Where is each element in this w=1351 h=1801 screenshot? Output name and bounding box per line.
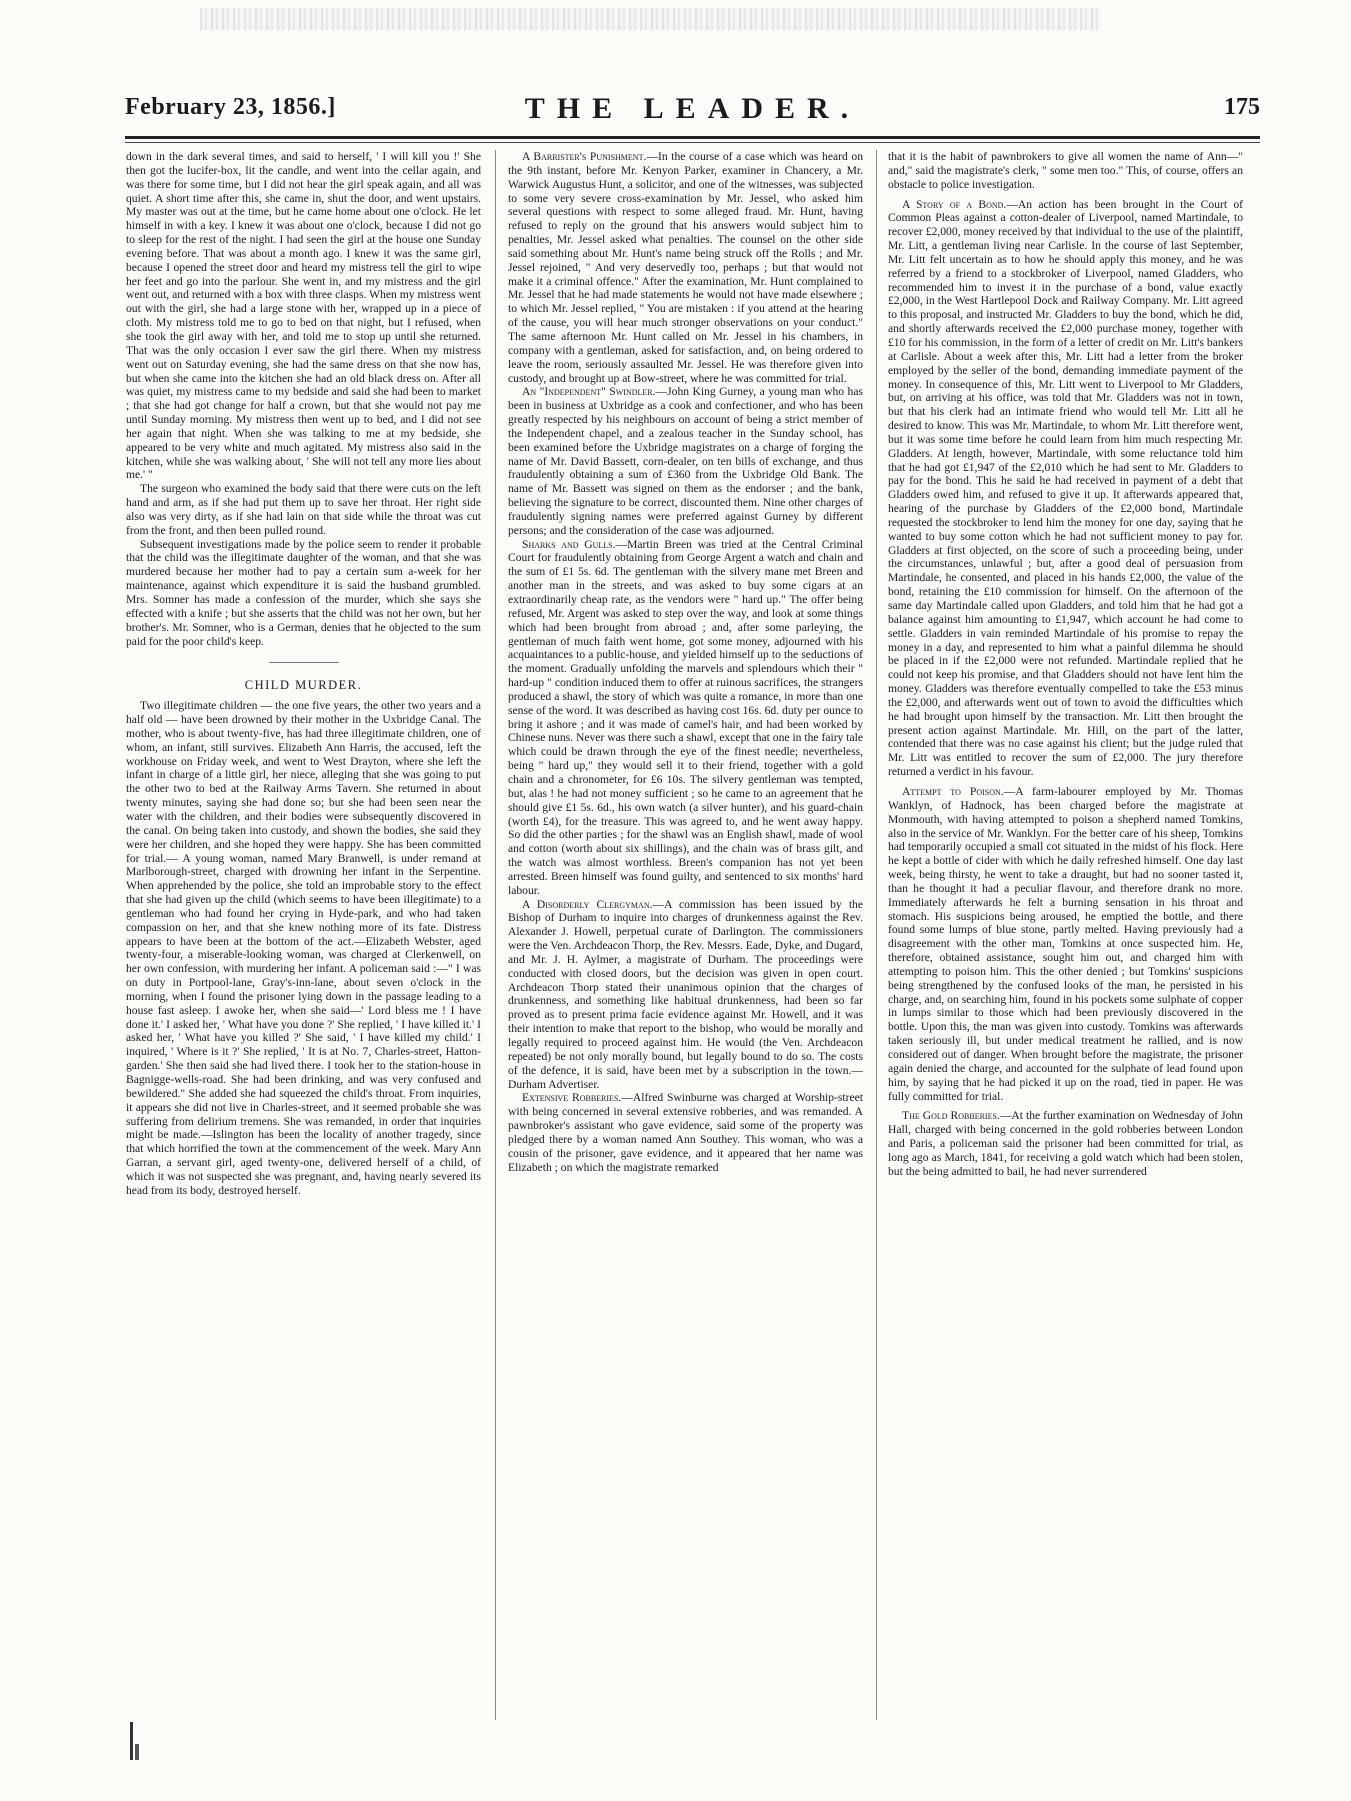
page-number: 175 (1224, 94, 1260, 120)
heading-rule (269, 662, 339, 663)
issue-date: February 23, 1856.] (125, 94, 336, 120)
article-paragraph (508, 898, 863, 1092)
article-paragraph: Two illegitimate children — the one five years, the other two years and a half old — have been drowned by their mother in the Uxbridge Canal. The mother, who is about twenty-five, has had three illegitimate children, one of whom, an infant, still survives. Elizabeth Ann Harris, the accused, left the workhouse on Friday week, and went to West Drayton, where she left the infant in charge of a little girl, her niece, alleging that she was going to put the other two to bed at the Railway Arms Tavern. She returned in about twenty minutes, saying she had done so; but she had been seen near the water with the children, and their bodies were subsequently discovered in the canal. On being taken into custody, and shown the bodies, she said they were her children, and she hoped they were happy. She has been committed for trial.— A young woman, named Mary Branwell, is under remand at Marlborough-street, charged with drowning her infant in the Serpentine. When apprehended by the police, she told an improbable story to the effect that she had given up the child (which seems to have been illegitimate) to a gentleman who had found her crying in Hyde-park, and who had taken compassion on her, and that she knew nothing more of its fate. Distress appears to have been at the bottom of the act.—Elizabeth Webster, aged twenty-four, a miserable-looking woman, was charged at Clerkenwell, on her own confession, with murdering her infant. A policeman said :—" I was on duty in Portpool-lane, Gray's-inn-lane, about seven o'clock in the morning, when I found the prisoner lying down in the passage leading to a house fast asleep. I awoke her, when she said—' Lord bless me ! I have done it.' I asked her, ' What have you done ?' She replied, ' I have killed it.' I asked her, ' What have you killed ?' She said, ' I have killed my child.' I inquired, ' Where is it ?' She replied, ' It is at No. 7, Charles-street, Hatton-garden.' She then said she had lived there. I took her to the station-house in Bagnigge-wells-road. She had been drinking, and was very confused and bewildered." She added she had squeezed the child's throat. From inquiries, it appears she did not live in Charles-street, and it seemed probable she was suffering from delirium tremens. She was remanded, in order that inquiries might be made.—Islington has been the locality of another tragedy, since that which horrified the town at the commencement of the week. Mary Ann Garran, a servant girl, aged twenty-one, delivered herself of a child, of which it was not suspected she was pregnant, and, having nearly severed its head from its body, destroyed herself. (126, 699, 481, 1197)
article-paragraph (508, 385, 863, 537)
article-paragraph (508, 150, 863, 385)
article-lead: A Barrister's Punishment. (522, 150, 647, 163)
article-paragraph: that it is the habit of pawnbrokers to give all women the name of Ann—" and," said the magistrate's clerk, " some men too." This, of course, offers an obstacle to police investigation. (888, 150, 1243, 191)
article-lead: Extensive Robberies. (522, 1091, 622, 1105)
article-lead: A Story of a Bond. (902, 197, 1007, 211)
article-lead: An "Independent" Swindler. (522, 385, 656, 399)
article-body: —An action has been brought in the Court of Common Pleas against a cotton-dealer of Liverpool, named Martindale, to recover £2,000, money received by that individual to the use of the plaintiff, Mr. Litt, a gentleman living near Carlisle. In the course of last September, Mr. Litt felt uncertain as to how he should apply this money, and he was referred by a friend to a stockbroker of Liverpool, named Gladders, who recommended him to invest it in the purchase of a bond, value exactly £2,000, in the West Hartlepool Dock and Railway Company. Mr. Litt agreed to this proposal, and instructed Mr. Gladders to buy the bond, which he did, and shortly afterwards received the £2,000 purchase money, together with £10 for his commission, in the form of a letter of credit on Mr. Litt's bankers at Carlisle. About a week after this, Mr. Litt had a letter from the broker employed by the seller of the bond, demanding immediate payment of the money. In consequence of this, Mr. Litt went to Liverpool to Mr Gladders, but, on arriving at his office, was told that Mr. Gladders was not in town, but that his clerk had an intimate friend who would tell Mr. Litt all he desired to know. This was Mr. Martindale, to whom Mr. Litt therefore went, but it was some time before he could learn from him much respecting Mr. Gladders. At length, however, Martindale, with some reluctance told him that he had got £1,947 of the £2,010 which he had sent to Mr. Gladders to pay for the bond. This he said he had received in payment of a debt that Gladders owed him, and refused to give it up. It afterwards appeared that, hearing of the purchase by Gladders of the £2,000 bond, Martindale requested the stockbroker to lend him the money for one day, saying that he wanted to buy some cotton which he had not sufficient money to pay for. Gladders at first objected, on the score of such a proceeding being, under the circumstances, unlawful ; but, after a good deal of persuasion from Martindale, he consented, and placed in his hands £2,000, the value of the bond, retaining the £10 commission for himself. On the afternoon of the same day Martindale called upon Gladders, and told him that he had got a balance against him amounting to £1,947, which account he had come to settle. Gladders in vain reminded Martindale of his promise to repay the money in a day, and represented to him what a painful dilemma he should be placed in if the £2,000 were not refunded. Martindale replied that he could not keep his promise, and that Gladders should not have lent him the money. Gladders was therefore eventually compelled to take the £53 minus the £2,000, and afterwards went out of town to avoid the difficulties which he had brought upon himself by the transaction. Mr. Litt then brought the present action against Martindale. Mr. Hill, on the part of the latter, contended that there was no case against his client; but the judge ruled that Mr. Litt was entitled to recover the sum of £2,000. The jury therefore returned a verdict in his favour. (888, 197, 1243, 779)
column-divider (876, 150, 877, 1720)
column-right (888, 150, 1243, 1730)
article-paragraph: The surgeon who examined the body said that there were cuts on the left hand and arm, as if she had put them up to save her throat. Her right side also was very dirty, as if she had lain on that side while the throat was cut from the front, and then been pulled round. (126, 482, 481, 537)
article-body: —John King Gurney, a young man who has been in business at Uxbridge as a cook and confectioner, and who has been greatly respected by his neighbours on account of being a strict member of the Independent chapel, and a zealous teacher in the Sunday school, has been examined before the Uxbridge magistrates on a charge of forging the name of Mr. David Bassett, corn-dealer, on ten bills of exchange, and thus fraudulently obtaining a sum of £360 from the Uxbridge Old Bank. The name of Mr. Bassett was signed on them as the endorser ; and the bank, believing the signature to be correct, discounted them. Nine other charges of fraudulently signing names were preferred against Gurney by different persons; and the consideration of the case was adjourned. (508, 385, 863, 537)
header-rule-thick (125, 136, 1260, 139)
article-paragraph (888, 1109, 1243, 1178)
article-paragraph (508, 1091, 863, 1174)
section-heading (126, 662, 481, 693)
column-divider (495, 150, 496, 1720)
masthead (125, 94, 1260, 134)
article-body: —A commission has been issued by the Bishop of Durham to inquire into charges of drunkenness against the Rev. Alexander J. Howell, perpetual curate of Darlington. The commissioners were the Ven. Archdeacon Thorp, the Rev. Messrs. Eade, Dyke, and Dugard, and Mr. J. H. Aylmer, a magistrate of Durham. The proceedings were conducted with closed doors, but the decision was given in open court. Archdeacon Thorp stated their unanimous opinion that the charges of drunkenness, and something like habitual drunkenness, had been so far proved as to present prima facie evidence against Mr. Howell, and it was their intention to make that report to the bishop, who would be morally and legally required to proceed against him. He would (the Ven. Archdeacon repeated) be not only morally bound, but legally bound to do so. The costs of the defence, it is said, have been met by a subscription in the town.—Durham Advertiser. (508, 897, 863, 1091)
article-paragraph (888, 785, 1243, 1103)
scan-artifact (200, 8, 1100, 30)
header-rule-thin (125, 142, 1260, 143)
article-paragraph (888, 198, 1243, 779)
article-body: —Alfred Swinburne was charged at Worship-street with being concerned in several extensive robberies, and was remanded. A pawnbroker's assistant who gave evidence, said some of the property was pledged there by a woman named Ann Southey. This woman, who was a cousin of the prisoner, gave evidence, and it appeared that her name was Elizabeth ; on which the magistrate remarked (508, 1091, 863, 1174)
margin-mark (128, 1720, 142, 1762)
article-lead: The Gold Robberies. (902, 1109, 1000, 1123)
article-paragraph (508, 538, 863, 898)
article-body: —Martin Breen was tried at the Central Criminal Court for fraudulently obtaining from George Argent a watch and chain and the sum of £1 5s. 6d. The gentleman with the silvery mane met Breen and another man in the streets, and was asked to buy some cigars at an extraordinarily cheap rate, as the vendors were " hard up." The offer being refused, Mr. Argent was asked to step over the way, and look at some things which had been brought from abroad ; and, after some parleying, the gentleman of much faith went home, got some money, adjourned with his acquaintances to a public-house, and yielded himself up to the seductions of the moment. Gradually unfolding the marvels and splendours which their " hard-up " condition induced them to offer at ruinous sacrifices, the strangers produced a shawl, the story of which was quite a romance, in more than one sense of the word. It was described as having cost 16s. 6d. duty per ounce to bring it ashore ; and it was made of camel's hair, and had been worked by Chinese nuns. Never was there such a shawl, except that one in the fairy tale which could be drawn through the eye of the finest needle; nevertheless, being " hard up," they would sell it to their friend, together with a gold chain and a chronometer, for £6 10s. The silvery gentleman was tempted, but, alas ! he had not money sufficient ; so he came to an agreement that he should give £1 5s. 6d., his own watch (a silver hunter), and his guard-chain (worth £4), for the treasure. This was agreed to, and he went away happy. So did the other parties ; for the shawl was an English shawl, made of wool and cotton (worth about six shillings), and the chain was of brass gilt, and the watch was almost worthless. Breen's companion has not yet been arrested. Breen himself was found guilty, and sentenced to six months' hard labour. (508, 537, 863, 897)
article-paragraph: down in the dark several times, and said to herself, ' I will kill you !' She then got the lucifer-box, lit the candle, and went into the cellar again, and was there for some time, but I did not hear the girl speak again, and all was quiet. A short time after this, she came in, shut the door, and went upstairs. My master was out at the time, but he came home about one o'clock. He let himself in with a key. I knew it was about one o'clock, because I did not go to sleep for the rest of the night. I had seen the girl at the house one Sunday evening before. That was about a month ago. I knew it was the same girl, because I opened the street door and heard my mistress tell the girl to wipe her feet and go into the parlour. She went in, and my mistress and the girl went out, and returned with a box with three clasps. When my mistress went out with the girl, she had a large stone with her, wrapped up in a piece of cloth. My mistress told me to go to bed on that night, but I refused, when she took the girl away with her, and told me to stop up until she returned. That was the only occasion I ever saw the girl there. When my mistress went out on Saturday evening, she had the same dress on that she now has, but when she came into the kitchen she had an old black dress on. After all was quiet, my mistress came to my bedside and said she had been to market ; that she had got change for half a crown, but that she would not pay me until Sunday morning. My mistress then went up to bed, and I did not see her again that night. When she was talking to me at my bedside, she appeared to be very white and much agitated. My mistress also said in the kitchen, while she was walking about, ' She will not tell any more lies about me.' " (126, 150, 481, 482)
section-heading-text: CHILD MURDER. (244, 678, 363, 693)
column-left (126, 150, 481, 1730)
column-middle (508, 150, 863, 1730)
newspaper-title: THE LEADER. (524, 92, 861, 125)
article-lead: A Disorderly Clergyman. (522, 897, 653, 911)
article-lead: Attempt to Poison. (902, 784, 1004, 798)
article-paragraph: Subsequent investigations made by the police seem to render it probable that the child was the illegitimate daughter of the woman, and that she was murdered because her mother had to pay a certain sum a-week for her maintenance, against which expenditure it is said the husband grumbled. Mrs. Somner has made a confession of the murder, which she says she effected with a knife ; but she asserts that the child was not her own, but her brother's. Mr. Somner, who is a German, denies that he objected to the sum paid for the poor child's keep. (126, 537, 481, 648)
article-lead: Sharks and Gulls. (522, 537, 616, 551)
article-body: —In the course of a case which was heard on the 9th instant, before Mr. Kenyon Parker, examiner in Chancery, a Mr. Warwick Augustus Hunt, a solicitor, and one of the witnesses, was subjected to some very severe cross-examination by Mr. Jessel, who asked him several questions with respect to some alleged fraud. Mr. Hunt, having refused to reply on the ground that his answers would subject him to penalties, Mr. Jessel asked what penalties. The counsel on the other side said something about Mr. Hunt's name being struck off the Rolls ; and Mr. Jessel rejoined, " And very deservedly too, perhaps ; but that would not make it a criminal offence." After the examination, Mr. Hunt complained to Mr. Jessel that he had made statements he would not have made elsewhere ; to which Mr. Jessel replied, " You are mistaken : if you attend at the hearing of the cause, you will hear much stronger observations on your conduct." The same afternoon Mr. Hunt called on Mr. Jessel in his chambers, in company with a gentleman, asked for satisfaction, and, on being ordered to leave the room, seriously assaulted Mr. Jessel. He was therefore given into custody, and brought up at Bow-street, where he was committed for trial. (508, 150, 863, 385)
article-body: —At the further examination on Wednesday of John Hall, charged with being concerned in the gold robberies between London and Paris, a policeman said the prisoner had been committed for trial, as long ago as March, 1841, for receiving a gold watch which had been stolen, but the being admitted to bail, he had never surrendered (888, 1109, 1243, 1178)
article-body: —A farm-labourer employed by Mr. Thomas Wanklyn, of Hadnock, has been charged before the magistrate at Monmouth, with having attempted to poison a shepherd named Tomkins, also in the service of Mr. Wanklyn. For the better care of his sheep, Tomkins had temporarily occupied a small cot situated in the midst of his flock. Here he kept a bottle of cider with which he daily refreshed himself. One day last week, being thirsty, he went to take a draught, but had no sooner tasted it, than he thought it had a peculiar flavour, and therefore drank no more. Immediately afterwards he felt a burning sensation in his throat and stomach. His suspicions being aroused, he emptied the bottle, and there found some lumps of blue stone, partly melted. Having previously had a disagreement with the other man, Tomkins at once suspected him. He, therefore, obtained assistance, sought him out, and charged him with attempting to poison him. This the other denied ; but Tomkins' suspicions being strengthened by the confused looks of the man, he persisted in his charge, and, on searching him, found in his pockets some sulphate of copper in lumps similar to those which had been previously discovered in the bottle. Upon this, the man was given into custody. Tomkins was afterwards taken seriously ill, but under medical treatment he rallied, and is now considered out of danger. When brought before the magistrate, the prisoner again denied the charge, and accounted for the sulphate of lead found upon him, by saying that he had picked it up on the road, tied in paper. He was fully committed for trial. (888, 784, 1243, 1103)
